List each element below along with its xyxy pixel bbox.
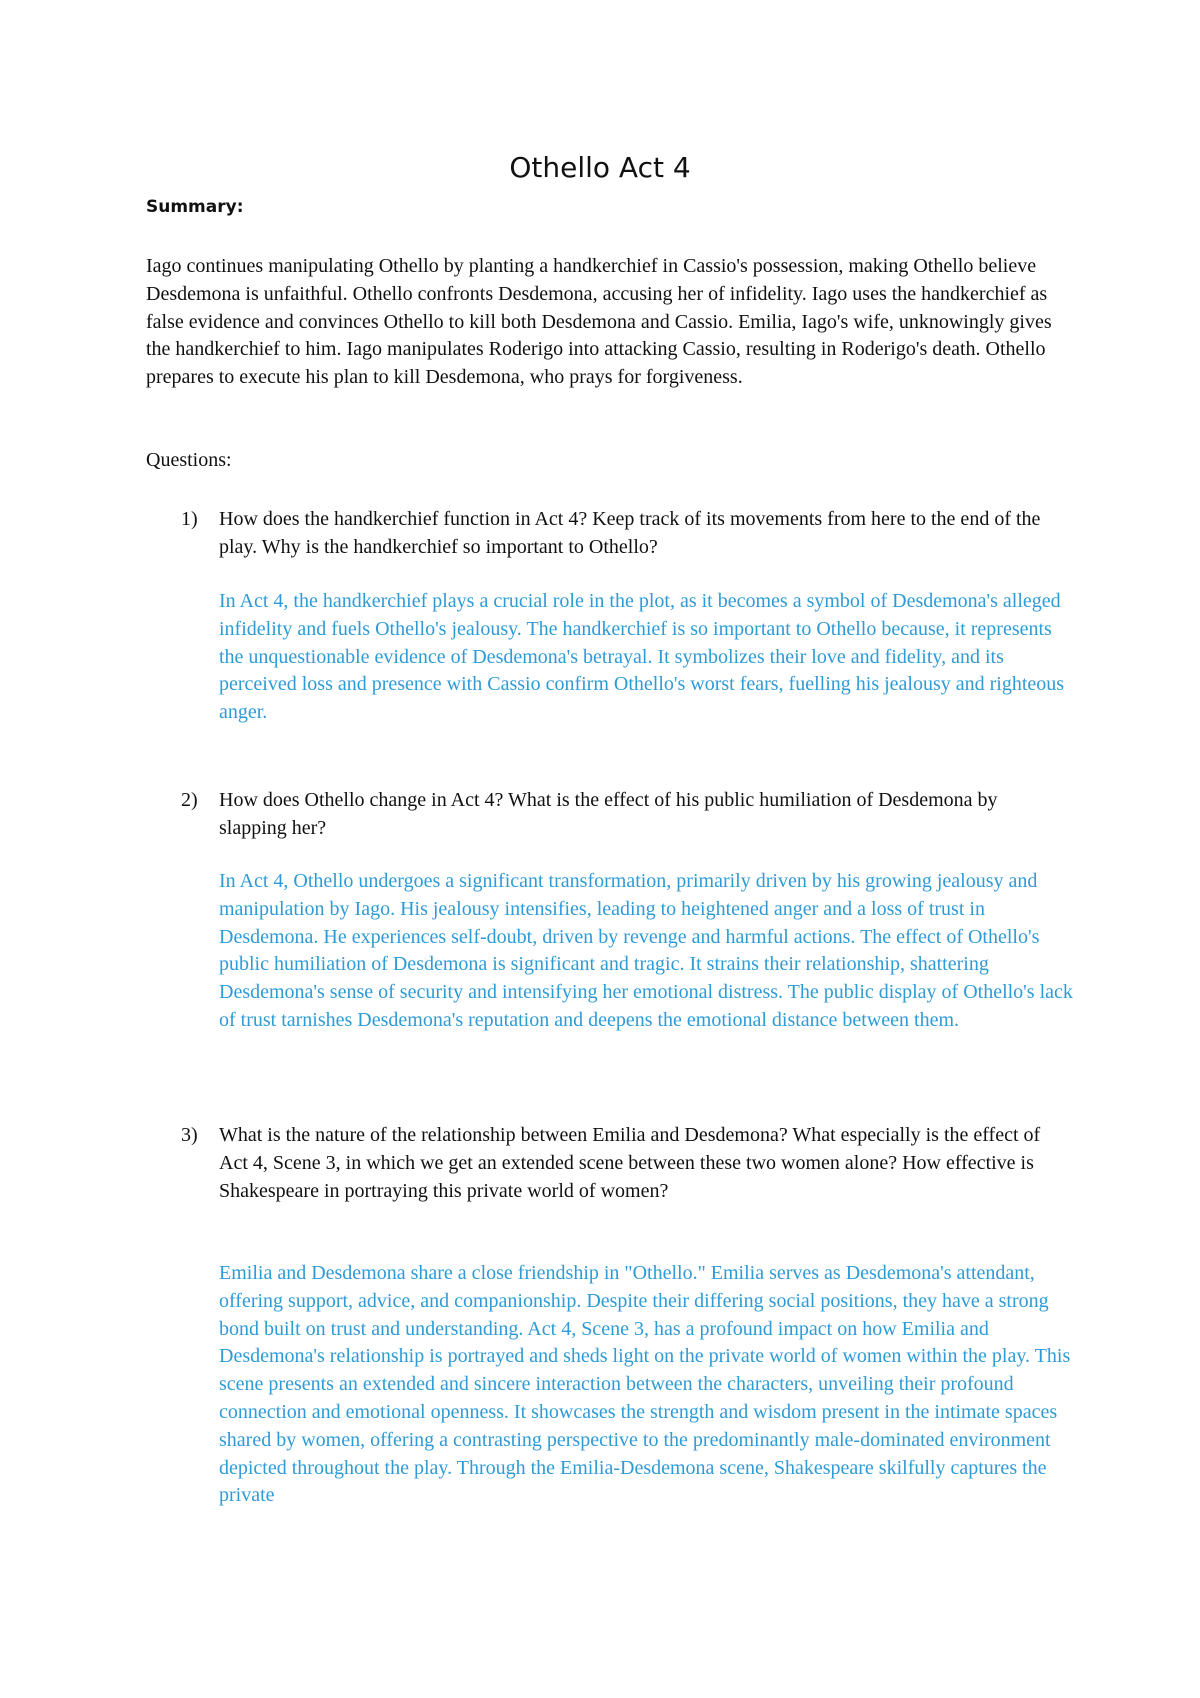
page-title: Othello Act 4: [509, 151, 691, 184]
answer-text: Emilia and Desdemona share a close friendship in "Othello." Emilia serves as Desdemona's attendant, offering support, advice, and companionship. Despite their differing social positions, they have a strong bond built on trust and understanding. Act 4, Scene 3, has a profound impact on how Emilia and Desdemona's relationship is portrayed and sheds light on the private world of women within the play. This scene presents an extended and sincere interaction between the characters, unveiling their profound connection and emotional openness. It showcases the strength and wisdom present in the intimate spaces shared by women, offering a contrasting perspective to the predominantly male-dominated environment depicted throughout the play. Through the Emilia-Desdemona scene, Shakespeare skilfully captures the private: [219, 1262, 1071, 1507]
question-number: 1): [181, 508, 198, 530]
questions-heading: Questions:: [146, 449, 232, 471]
question-number: 3): [181, 1124, 198, 1146]
question-text: How does Othello change in Act 4? What is the effect of his public humiliation of Desdemona by slapping her?: [219, 789, 998, 839]
summary-paragraph: Iago continues manipulating Othello by planting a handkerchief in Cassio's possession, making Othello believe Desdemona is unfaithful. Othello confronts Desdemona, accusing her of infidelity. Iago uses the handkerchief as false evidence and convinces Othello to kill both Desdemona and Cassio. Emilia, Iago's wife, unknowingly gives the handkerchief to him. Iago manipulates Roderigo into attacking Cassio, resulting in Roderigo's death. Othello prepares to execute his plan to kill Desdemona, who prays for forgiveness.: [146, 255, 1052, 389]
answer-text: In Act 4, the handkerchief plays a crucial role in the plot, as it becomes a symbol of Desdemona's alleged infidelity and fuels Othello's jealousy. The handkerchief is so important to Othello because, it represents the unquestionable evidence of Desdemona's betrayal. It symbolizes their love and fidelity, and its perceived loss and presence with Cassio confirm Othello's worst fears, fuelling his jealousy and righteous anger.: [219, 590, 1065, 724]
summary-heading: Summary:: [146, 197, 244, 217]
question-text: How does the handkerchief function in Act 4? Keep track of its movements from here to the end of the play. Why is the handkerchief so important to Othello?: [219, 508, 1041, 558]
question-text: What is the nature of the relationship between Emilia and Desdemona? What especially is the effect of Act 4, Scene 3, in which we get an extended scene between these two women alone? How effective is Shakespeare in portraying this private world of women?: [219, 1124, 1041, 1202]
answer-text: In Act 4, Othello undergoes a significant transformation, primarily driven by his growing jealousy and manipulation by Iago. His jealousy intensifies, leading to heightened anger and a loss of trust in Desdemona. He experiences self-doubt, driven by revenge and harmful actions. The effect of Othello's public humiliation of Desdemona is significant and tragic. It strains their relationship, shattering Desdemona's sense of security and intensifying her emotional distress. The public display of Othello's lack of trust tarnishes Desdemona's reputation and deepens the emotional distance between them.: [219, 870, 1073, 1031]
question-number: 2): [181, 789, 198, 811]
